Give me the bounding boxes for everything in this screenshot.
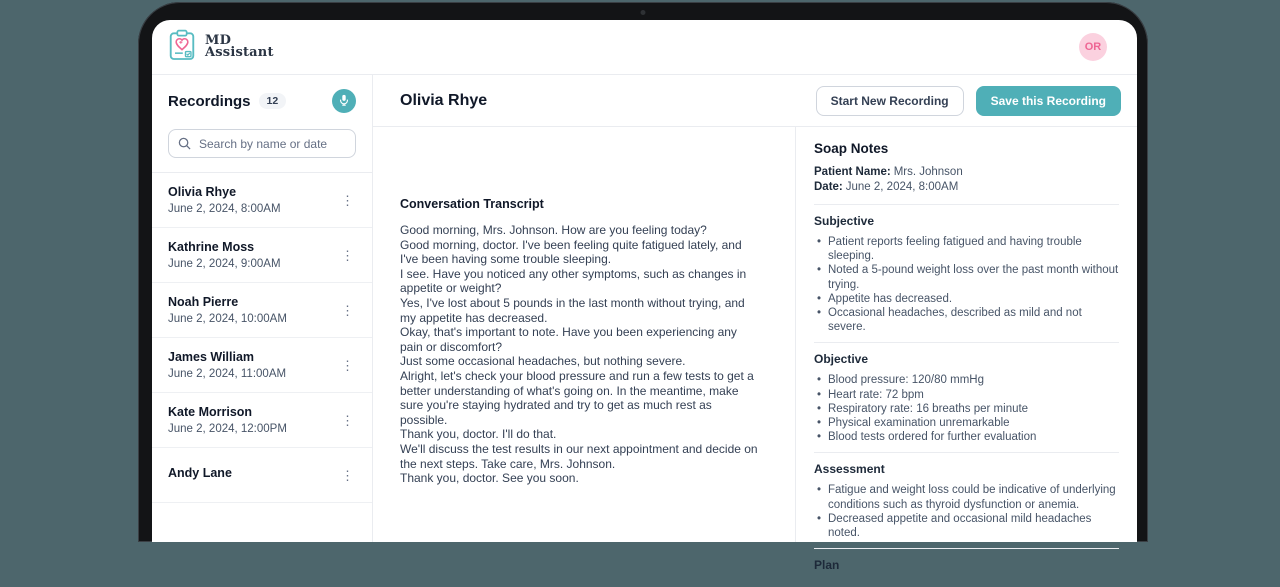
- kebab-menu-icon[interactable]: ⋮: [341, 247, 354, 263]
- recordings-sidebar: [152, 75, 373, 542]
- transcript-line: Thank you, doctor. I'll do that.: [400, 427, 557, 442]
- save-recording-button[interactable]: Save this Recording: [976, 86, 1121, 116]
- camera-icon: [641, 10, 646, 15]
- soap-section-objective: [814, 342, 1119, 452]
- recording-item-andy-lane[interactable]: [152, 448, 372, 503]
- recording-name: Kathrine Moss: [168, 240, 255, 254]
- transcript-title: Conversation Transcript: [400, 197, 544, 211]
- soap-bullet: • Appetite has decreased.: [814, 292, 1119, 306]
- section-heading: Objective: [814, 352, 869, 367]
- app-logo: [168, 29, 274, 66]
- recording-date: June 2, 2024, 9:00AM: [168, 258, 281, 270]
- patient-name-value: Mrs. Johnson: [893, 166, 963, 178]
- section-heading: Assessment: [814, 462, 885, 477]
- sidebar-title: Recordings: [168, 92, 251, 110]
- transcript-line: I see. Have you noticed any other symptoms, such as changes in appetite or weight?: [400, 266, 747, 296]
- recordings-list: [152, 172, 372, 542]
- date-label: Date:: [814, 181, 843, 193]
- transcript-line: Just some occasional headaches, but nothing severe.: [400, 354, 686, 369]
- recording-name: Andy Lane: [168, 466, 232, 480]
- recording-name: Olivia Rhye: [168, 185, 237, 199]
- app-header: [152, 20, 1137, 75]
- soap-bullet: • Physical examination unremarkable: [814, 416, 1119, 430]
- soap-meta: [814, 166, 1119, 204]
- start-new-recording-button[interactable]: Start New Recording: [816, 86, 964, 116]
- logo-wordmark: [205, 32, 274, 60]
- sidebar-header: [152, 75, 372, 127]
- transcript-line: Alright, let's check your blood pressure and run a few tests to get a better understanding of what's going on. In the meantime, make sure you're staying hydrated and try to get as much rest as possible.: [400, 368, 754, 427]
- recording-item-olivia-rhye[interactable]: [152, 173, 372, 228]
- record-mic-button[interactable]: [332, 89, 356, 113]
- transcript-line: Okay, that's important to note. Have you been experiencing any pain or discomfort?: [400, 325, 737, 354]
- transcript-line: Good morning, doctor. I've been feeling quite fatigued lately, and I've been having some trouble sleeping.: [400, 237, 742, 267]
- soap-bullet: • Noted a 5-pound weight loss over the past month without trying.: [814, 263, 1119, 291]
- recording-item-kathrine-moss[interactable]: [152, 228, 372, 283]
- soap-bullet: • Heart rate: 72 bpm: [814, 388, 1119, 402]
- patient-header: [373, 75, 1137, 127]
- transcript-line: We'll discuss the test results in our next appointment and decide on the next steps. Take care, Mrs. Johnson.: [400, 441, 758, 471]
- conversation-transcript: [373, 127, 795, 542]
- patient-name-label: Patient Name:: [814, 166, 891, 178]
- recording-item-kate-morrison[interactable]: [152, 393, 372, 448]
- page-title: Olivia Rhye: [400, 91, 488, 109]
- soap-notes-panel: [795, 127, 1137, 573]
- section-heading: Subjective: [814, 214, 875, 228]
- kebab-menu-icon[interactable]: ⋮: [341, 302, 354, 318]
- recording-date: June 2, 2024, 11:00AM: [168, 368, 287, 380]
- logo-line2: Assistant: [205, 45, 274, 60]
- main-panel: [373, 75, 1137, 573]
- kebab-menu-icon[interactable]: ⋮: [341, 192, 354, 208]
- app-screen: [152, 20, 1137, 573]
- soap-bullet: • Fatigue and weight loss could be indicative of underlying conditions such as thyroid dysfunction or anemia.: [814, 483, 1119, 511]
- soap-bullet: • Respiratory rate: 16 breaths per minute: [814, 402, 1119, 416]
- date-value: June 2, 2024, 8:00AM: [845, 181, 959, 193]
- recording-name: Noah Pierre: [168, 295, 239, 309]
- logo-line1: MD: [205, 32, 232, 48]
- transcript-line: Thank you, doctor. See you soon.: [400, 471, 579, 486]
- tablet-frame: [138, 2, 1148, 573]
- soap-bullet: • Blood tests ordered for further evaluation: [814, 430, 1119, 444]
- soap-section-subjective: [814, 204, 1119, 342]
- transcript-line: Yes, I've lost about 5 pounds in the last month without trying, and my appetite has decreased.: [400, 295, 745, 325]
- soap-bullet: • Patient reports feeling fatigued and having trouble sleeping.: [814, 235, 1119, 263]
- search-input[interactable]: [168, 129, 356, 158]
- clipboard-heart-icon: [168, 29, 196, 66]
- recording-date: June 2, 2024, 12:00PM: [168, 423, 287, 435]
- soap-section-assessment: [814, 452, 1119, 548]
- avatar[interactable]: OR: [1079, 33, 1107, 61]
- soap-notes-title: Soap Notes: [814, 141, 889, 156]
- section-heading: Plan: [814, 558, 840, 573]
- microphone-icon: [338, 94, 350, 109]
- kebab-menu-icon[interactable]: ⋮: [341, 357, 354, 373]
- recording-item-noah-pierre[interactable]: [152, 283, 372, 338]
- soap-bullet: • Occasional headaches, described as mild and not severe.: [814, 306, 1119, 334]
- soap-section-plan: [814, 548, 1119, 587]
- recording-date: June 2, 2024, 8:00AM: [168, 203, 281, 215]
- soap-bullet: • Decreased appetite and occasional mild headaches noted.: [814, 512, 1119, 540]
- kebab-menu-icon[interactable]: ⋮: [341, 467, 354, 483]
- soap-bullet: • Blood pressure: 120/80 mmHg: [814, 373, 1119, 387]
- recording-name: James William: [168, 350, 255, 364]
- recording-name: Kate Morrison: [168, 405, 253, 419]
- recording-date: June 2, 2024, 10:00AM: [168, 313, 287, 325]
- transcript-line: Good morning, Mrs. Johnson. How are you feeling today?: [400, 223, 707, 237]
- recording-item-james-william[interactable]: [152, 338, 372, 393]
- recordings-count-badge: 12: [259, 93, 287, 109]
- kebab-menu-icon[interactable]: ⋮: [341, 412, 354, 428]
